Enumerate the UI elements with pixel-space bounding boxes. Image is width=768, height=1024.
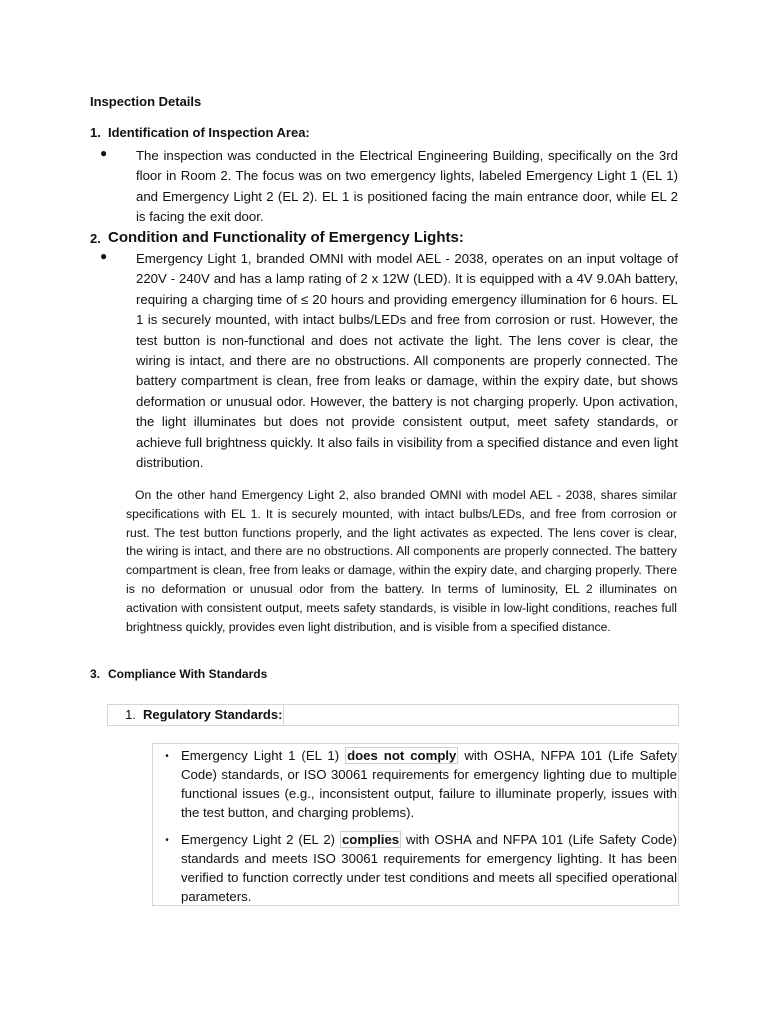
el1-suffix: with OSHA, NFPA 101 (Life Safety Code) standards, or ISO 30061 requirements for emergency lighting due to multiple functional issues (e.g., inconsistent output, failure to illuminate properly, issues with the test button, and charging problems). (181, 748, 677, 820)
subsection-title: Regulatory Standards: (143, 707, 283, 722)
section-2-heading (90, 229, 464, 246)
document-title: Inspection Details (90, 94, 202, 109)
section-1-heading (90, 125, 310, 140)
regulatory-standards-box (107, 704, 679, 726)
section-2-text: Emergency Light 1, branded OMNI with model AEL - 2038, operates on an input voltage of 220V - 240V and has a lamp rating of 2 x 12W (LED). It is equipped with a 4V 9.0Ah battery, requiring a charging time of ≤ 20 hours and providing emergency illumination for 6 hours. EL 1 is securely mounted, with intact bulbs/LEDs and free from corrosion or rust. However, the test button is non-functional and does not activate the light. The lens cover is clear, the wiring is intact, and there are no obstructions. All components are properly connected. The battery compartment is clean, free from leaks or damage, within the expiry date, but shows deformation or unusual odor. However, the battery is not charging properly. Upon activation, the light illuminates but does not provide consistent output, meet safety standards, or achieve full brightness quickly. It also fails in visibility from a specified distance and even light distribution. (136, 251, 678, 471)
bullet-icon: ● (100, 146, 108, 160)
el1-status: does not comply (347, 748, 457, 763)
el1-compliance-item (153, 746, 678, 822)
section-3-number: 3. (90, 667, 101, 681)
el2-suffix: with OSHA and NFPA 101 (Life Safety Code) standards and meets ISO 30061 requirements for emergency lighting. It has been verified to function correctly under test conditions and meets all specified operational parameters. (181, 832, 677, 904)
section-1-title: Identification of Inspection Area: (108, 125, 310, 140)
section-3-title: Compliance With Standards (108, 667, 268, 681)
el2-description: On the other hand Emergency Light 2, also branded OMNI with model AEL - 2038, shares similar specifications with EL 1. It is securely mounted, with intact bulbs/LEDs, and free from corrosion or rust. The test button functions properly, and the light activates as expected. The lens cover is clear, the wiring is intact, and there are no obstructions. All components are properly connected. The battery compartment is clean, free from leaks or damage, within the expiry date, and charging properly. There is no deformation or unusual odor from the battery. In terms of luminosity, EL 2 illuminates on activation with consistent output, meets safety standards, is visible in low-light conditions, reaches full brightness quickly, provides even light distribution, and is visible from a specified distance. (126, 488, 677, 634)
compliance-box (152, 743, 679, 906)
section-2-bullet (100, 249, 678, 473)
el1-prefix: Emergency Light 1 (EL 1) (181, 748, 346, 763)
bullet-icon: ● (100, 249, 108, 263)
el2-compliance-item (153, 830, 678, 906)
section-2-title: Condition and Functionality of Emergency Lights: (108, 229, 464, 246)
el1-compliance-text (181, 746, 677, 822)
section-1-text: The inspection was conducted in the Electrical Engineering Building, specifically on the 3rd floor in Room 2. The focus was on two emergency lights, labeled Emergency Light 1 (EL 1) and Emergency Light 2 (EL 2). EL 1 is positioned facing the main entrance door, while EL 2 is facing the exit door. (136, 148, 678, 225)
section-1-bullet (100, 146, 678, 228)
el2-status: complies (341, 832, 400, 847)
section-2-paragraph (126, 486, 677, 636)
section-3-heading (90, 667, 267, 681)
section-1-number: 1. (90, 125, 101, 140)
section-2-number: 2. (90, 231, 101, 246)
el2-compliance-text (181, 830, 677, 906)
bullet-icon: • (165, 751, 169, 762)
el2-prefix: Emergency Light 2 (EL 2) (181, 832, 340, 847)
bullet-icon: • (165, 835, 169, 846)
subsection-number: 1. (125, 707, 136, 722)
